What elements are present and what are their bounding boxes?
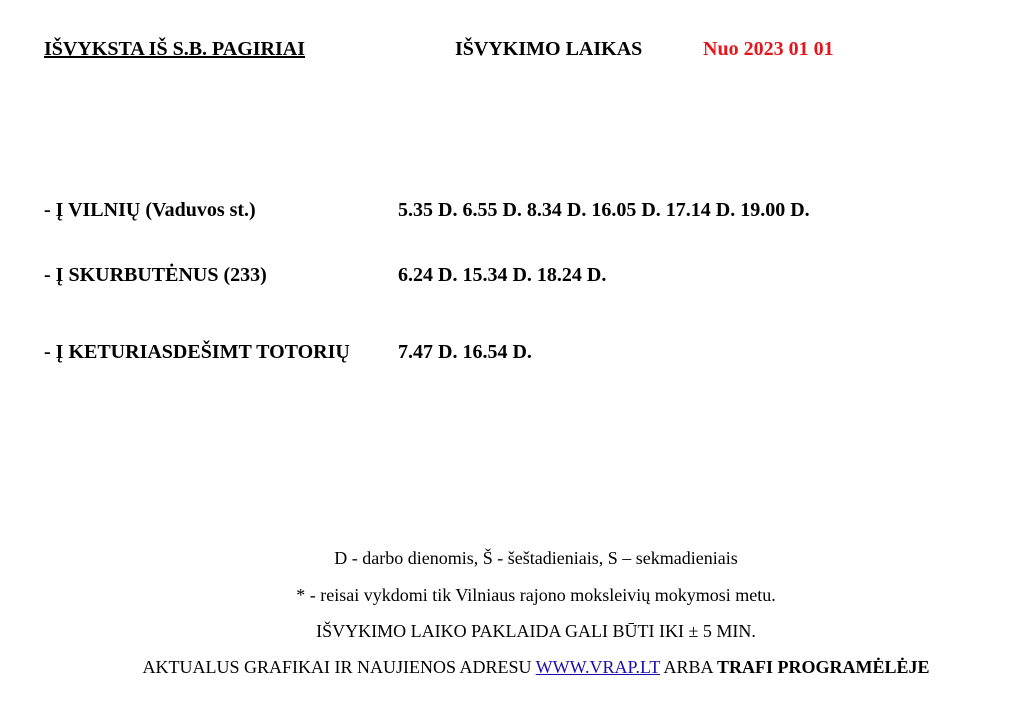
trafi-app-label: TRAFI PROGRAMĖLĖJE bbox=[717, 657, 930, 677]
valid-from-date: Nuo 2023 01 01 bbox=[703, 38, 834, 60]
station-title: IŠVYKSTA IŠ S.B. PAGIRIAI bbox=[44, 38, 306, 60]
vrap-website-link[interactable]: WWW.VRAP.LT bbox=[535, 657, 660, 677]
route-name-skurbutenai: - Į SKURBUTĖNUS (233) bbox=[44, 264, 267, 286]
info-middle: ARBA bbox=[660, 657, 718, 677]
route-times-skurbutenai: 6.24 D. 15.34 D. 18.24 D. bbox=[398, 264, 607, 286]
departure-time-heading: IŠVYKIMO LAIKAS bbox=[455, 38, 643, 60]
route-times-keturiasdesimt-totoriu: 7.47 D. 16.54 D. bbox=[398, 341, 532, 363]
legend-text: D - darbo dienomis, Š - šeštadieniais, S – sekmadieniais bbox=[334, 548, 738, 568]
route-name-vilnius: - Į VILNIŲ (Vaduvos st.) bbox=[44, 199, 256, 221]
deviation-notice: IŠVYKIMO LAIKO PAKLAIDA GALI BŪTI IKI ± 5 MIN. bbox=[316, 621, 756, 641]
student-note: * - reisai vykdomi tik Vilniaus rajono moksleivių mokymosi metu. bbox=[296, 585, 776, 605]
info-line bbox=[20, 657, 1032, 678]
info-prefix: AKTUALUS GRAFIKAI IR NAUJIENOS ADRESU bbox=[142, 657, 536, 677]
route-name-keturiasdesimt-totoriu: - Į KETURIASDEŠIMT TOTORIŲ bbox=[44, 341, 350, 363]
route-times-vilnius: 5.35 D. 6.55 D. 8.34 D. 16.05 D. 17.14 D. 19.00 D. bbox=[398, 199, 810, 221]
